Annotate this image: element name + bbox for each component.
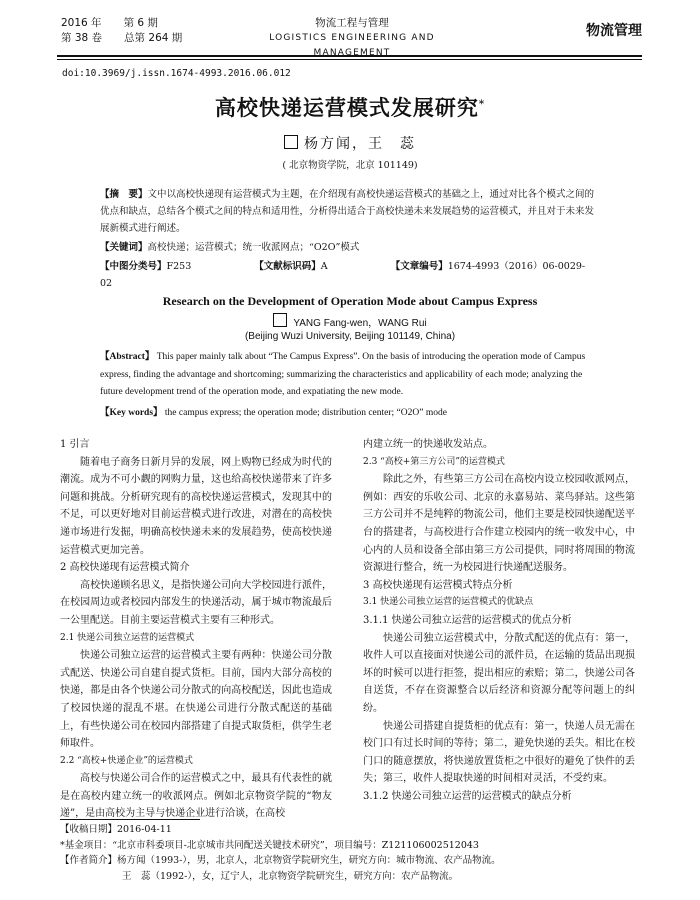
english-keywords-text: the campus express; the operation mode; distribution center; “O2O” mode bbox=[164, 408, 447, 418]
subsection-heading: 2.2 “高校+快递企业”的运营模式 bbox=[60, 755, 193, 766]
section-heading: 1 引言 bbox=[60, 439, 90, 450]
footnote-text: 王 蕊（1992-），女，辽宁人，北京物资学院研究生，研究方向：农产品物流。 bbox=[122, 870, 459, 882]
clc-field bbox=[100, 261, 221, 272]
footnote-text: “北京市科委项目-北京城市共同配送关键技术研究”，项目编号：Z121106002512043 bbox=[112, 839, 479, 851]
paragraph-continuation: 内建立统一的快递收发站点。 bbox=[363, 439, 493, 450]
abstract-cn-text: 文中以高校快递现有运营模式为主题，在介绍现有高校快递运营模式的基础之上，通过对比各个模式之间的优点和缺点，总结各个模式之间的特点和适用性，分析得出适合于高校快递未来发展趋势的运营模式，并且对于未来发展新模式进行阐述。 bbox=[100, 189, 595, 234]
clc-label: 【中图分类号】 bbox=[100, 261, 167, 272]
header-issue: 第 6 期 bbox=[123, 17, 158, 29]
doc-code-value: A bbox=[320, 261, 328, 272]
body-paragraph: 高校快递顾名思义，是指快递公司向大学校园进行派件，在校园周边或者校园内部发生的快递活动，属于城市物流最后一公里配送。目前主要运营模式主要有三种形式。 bbox=[60, 579, 332, 626]
body-paragraph: 快递公司独立运营模式中，分散式配送的优点有：第一，收件人可以直接面对快递公司的派件员，在运输的货品出现损坏的时候可以进行拒签，提出相应的索赔；第二，快递公司各自送货，不存在资源整合以后经济和资源分配等问题上的纠纷。 bbox=[363, 632, 635, 714]
body-paragraph: 快递公司独立运营的运营模式主要有两种：快递公司分散式配送、快递公司自建自提式货柜。目前，国内大部分高校的快递，都是由各个快递公司分散式的向高校配送，因此也造成了校园快递的混乱不堪。在快递公司进行分散式配送的基础上，有些快递公司在校园内部搭建了自提式取货柜，供学生老师取件。 bbox=[60, 650, 332, 750]
english-title: Research on the Development of Operation Mode about Campus Express bbox=[162, 294, 538, 308]
footnote-text: 2016-04-11 bbox=[117, 824, 172, 835]
clc-value: F253 bbox=[166, 261, 192, 272]
affiliation: ( 北京物资学院，北京 101149) bbox=[282, 160, 418, 171]
footnotes bbox=[60, 822, 640, 884]
english-abstract bbox=[100, 349, 600, 402]
footnote-label: 【收稿日期】 bbox=[60, 824, 118, 835]
running-header bbox=[57, 16, 642, 58]
english-author-line bbox=[0, 313, 700, 329]
header-year: 2016 年 bbox=[61, 17, 102, 29]
header-rule-thin bbox=[57, 59, 642, 60]
body-paragraph: 快递公司搭建自提货柜的优点有：第一，快递人员无需在校门口有过长时间的等待；第二，避免快递的丢失。相比在校门口的随意摆放，将快递放置货柜之中很好的避免了快件的丢失；第三，收件人提取快递的时间相对灵活，不受约束。 bbox=[363, 720, 635, 785]
journal-name-en: LOGISTICS ENGINEERING AND MANAGEMENT bbox=[269, 33, 435, 58]
keywords-cn-label: 【关键词】 bbox=[100, 242, 148, 253]
body-paragraph: 除此之外，有些第三方公司在高校内设立校园收派网点，例如：西安的乐收公司、北京的永嘉易站、菜鸟驿站。这些第三方公司并不是纯粹的物流公司，他们主要是校园快递配送平台的搭建者，与高校进行合作建立校园内的统一收发中心，中心内的人员和设备全部由第三方公司提供，同时将周围的物流资源进行整合，统一为校园进行快递配送服务。 bbox=[363, 474, 635, 574]
section-heading: 3.1.1 快递公司独立运营的运营模式的优点分析 bbox=[363, 614, 572, 626]
body-column-left bbox=[60, 436, 332, 823]
body-paragraph: 高校与快递公司合作的运营模式之中，最具有代表性的就是在高校内建立统一的收派网点。例如北京物资学院的“物友递”，是由高校为主导与快递企业进行洽谈，在高校 bbox=[60, 773, 332, 820]
author-line bbox=[0, 133, 700, 153]
body-paragraph: 随着电子商务日新月异的发展，网上购物已经成为时代的潮流。成为不可小觑的网购力量，这也给高校快递带来了许多问题和挑战。分析研究现有的高校快递运营模式，发现其中的不足，可以更好地对目前运营模式进行改进，对潜在的高校快递市场进行发掘，明确高校快递未来的发展趋势，使高校快递运营模式更加完善。 bbox=[60, 456, 332, 556]
header-volume: 第 38 卷 bbox=[61, 32, 103, 44]
footnote-line bbox=[60, 822, 640, 838]
paper-title bbox=[0, 92, 700, 122]
english-abstract-text: This paper mainly talk about “The Campus Express”. On the basis of introducing the operation mode of Campus express, finding the advantage and shortcoming; summarizing the characteristics and applicability of each mode; analyzing the future development trend of the operation mode, and expatiating the new mode. bbox=[100, 352, 586, 397]
footnote-text: 杨方闻（1993-），男，北京人，北京物资学院研究生，研究方向：城市物流、农产品物流。 bbox=[117, 855, 501, 866]
subsection-heading: 3.1 快递公司独立运营的运营模式的优缺点 bbox=[363, 597, 534, 608]
footnote-label: 【作者简介】 bbox=[60, 855, 118, 866]
doc-code-field bbox=[254, 261, 357, 272]
keywords-cn-text: 高校快递；运营模式；统一收派网点；“O2O”模式 bbox=[147, 242, 360, 253]
english-author-box-icon bbox=[273, 313, 287, 327]
english-affiliation: (Beijing Wuzi University, Beijing 101149, China) bbox=[244, 331, 456, 342]
article-no-value: 1674-4993（2016）06-0029-02 bbox=[100, 261, 586, 289]
footnote-rule bbox=[60, 819, 200, 820]
footnote-line bbox=[60, 869, 640, 885]
english-authors: YANG Fang-wen，WANG Rui bbox=[293, 318, 427, 329]
header-rule-thick bbox=[57, 55, 642, 57]
issue-info bbox=[61, 16, 204, 46]
subsection-heading: 2.3 “高校+第三方公司”的运营模式 bbox=[363, 456, 505, 467]
footnote-label: *基金项目： bbox=[60, 839, 113, 851]
article-no-label: 【文章编号】 bbox=[390, 261, 448, 272]
footnote-line bbox=[60, 838, 640, 854]
english-abstract-label: 【Abstract】 bbox=[100, 352, 155, 362]
authors: 杨方闻，王 蕊 bbox=[304, 136, 416, 152]
doc-code-label: 【文献标识码】 bbox=[254, 261, 321, 272]
title-footnote-mark: * bbox=[478, 99, 486, 110]
subsection-heading: 2.1 快递公司独立运营的运营模式 bbox=[60, 632, 195, 643]
section-name: 物流管理 bbox=[586, 23, 642, 39]
body-column-right bbox=[363, 436, 635, 805]
doi: doi:10.3969/j.issn.1674-4993.2016.06.012 bbox=[62, 68, 291, 79]
paper-title-text: 高校快递运营模式发展研究 bbox=[214, 95, 479, 120]
header-total-issue: 总第 264 期 bbox=[124, 32, 183, 44]
keywords-cn bbox=[100, 239, 600, 256]
english-keywords bbox=[100, 404, 600, 418]
section-heading: 3 高校快递现有运营模式特点分析 bbox=[363, 579, 513, 591]
author-box-icon bbox=[284, 135, 298, 149]
english-keywords-label: 【Key words】 bbox=[100, 408, 163, 418]
abstract-cn-label: 【摘 要】 bbox=[100, 189, 148, 200]
footnote-line bbox=[60, 853, 640, 869]
section-heading: 3.1.2 快递公司独立运营的运营模式的缺点分析 bbox=[363, 790, 572, 802]
abstract-cn bbox=[100, 186, 600, 237]
classification-line bbox=[100, 258, 600, 292]
journal-name-cn: 物流工程与管理 bbox=[315, 17, 389, 29]
section-heading: 2 高校快递现有运营模式简介 bbox=[60, 562, 190, 574]
